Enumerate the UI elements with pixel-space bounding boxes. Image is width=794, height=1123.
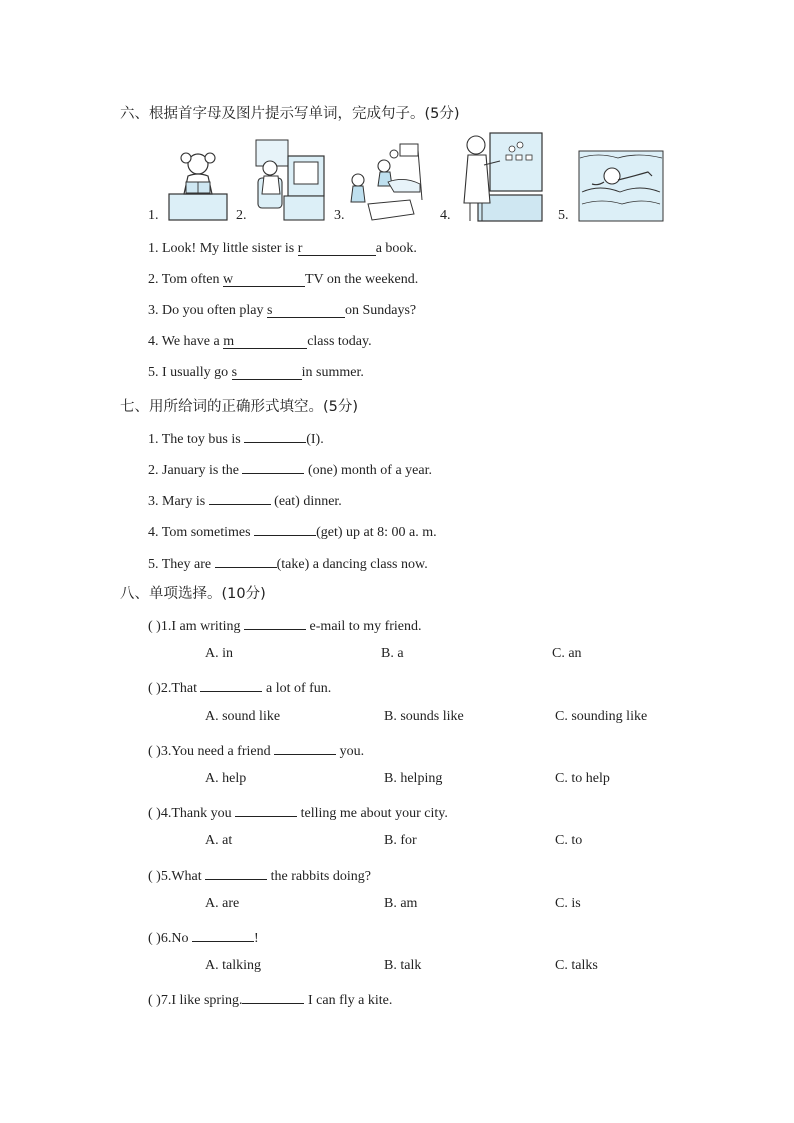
option-c[interactable]: C. to help (555, 771, 610, 786)
answer-blank[interactable] (244, 428, 306, 443)
pic-label-4: 4. (440, 208, 451, 223)
option-b[interactable]: B. talk (384, 958, 422, 973)
option-a[interactable]: A. talking (205, 958, 261, 973)
question-2: ( )2.That a lot of fun. (148, 677, 331, 697)
answer-blank (235, 802, 297, 817)
section6-title: 六、根据首字母及图片提示写单词，完成句子。(5分) (120, 106, 460, 122)
answer-paren[interactable]: ( ) (148, 681, 161, 696)
answer-blank[interactable]: r (298, 241, 376, 256)
option-c[interactable]: C. to (555, 833, 583, 848)
option-c[interactable]: C. is (555, 896, 581, 911)
answer-blank[interactable]: s (232, 365, 302, 380)
s7-item-4: 4. Tom sometimes (get) up at 8: 00 a. m. (148, 521, 437, 541)
answer-blank[interactable]: w (223, 272, 305, 287)
answer-blank[interactable]: m (223, 334, 307, 349)
girl-reading-picture (166, 146, 230, 222)
question-4: ( )4.Thank you telling me about your city. (148, 802, 448, 822)
option-c[interactable]: C. an (552, 646, 582, 661)
option-b[interactable]: B. am (384, 896, 418, 911)
answer-blank[interactable] (254, 521, 316, 536)
s7-item-2: 2. January is the (one) month of a year. (148, 459, 432, 479)
pic-label-5: 5. (558, 208, 569, 223)
option-b[interactable]: B. for (384, 833, 417, 848)
answer-blank (192, 927, 254, 942)
answer-paren[interactable]: ( ) (148, 744, 161, 759)
answer-blank (244, 615, 306, 630)
answer-blank (205, 865, 267, 880)
boy-swimming-picture (578, 150, 664, 222)
answer-blank (274, 740, 336, 755)
section7-title: 七、用所给词的正确形式填空。(5分) (120, 399, 359, 415)
s7-item-5: 5. They are (take) a dancing class now. (148, 553, 428, 573)
pic-label-2: 2. (236, 208, 247, 223)
pic-label-1: 1. (148, 208, 159, 223)
s6-sentence-4: 4. We have a m class today. (148, 334, 372, 349)
question-1: ( )1.I am writing e-mail to my friend. (148, 615, 422, 635)
s6-sentence-2: 2. Tom often w TV on the weekend. (148, 272, 419, 287)
teacher-at-blackboard-picture (460, 131, 544, 223)
s7-item-3: 3. Mary is (eat) dinner. (148, 490, 342, 510)
boy-watching-tv-picture (254, 138, 326, 222)
answer-blank (200, 677, 262, 692)
pic-label-3: 3. (334, 208, 345, 223)
s6-sentence-3: 3. Do you often play s on Sundays? (148, 303, 417, 318)
boys-playing-sports-picture (344, 140, 424, 224)
answer-paren[interactable]: ( ) (148, 869, 161, 884)
s7-item-1: 1. The toy bus is (I). (148, 428, 324, 448)
option-a[interactable]: A. sound like (205, 709, 281, 724)
option-a[interactable]: A. at (205, 833, 233, 848)
answer-blank[interactable] (209, 490, 271, 505)
option-a[interactable]: A. are (205, 896, 240, 911)
answer-blank[interactable]: s (267, 303, 345, 318)
answer-blank[interactable] (242, 459, 304, 474)
question-5: ( )5.What the rabbits doing? (148, 865, 371, 885)
option-b[interactable]: B. a (381, 646, 404, 661)
answer-blank[interactable] (215, 553, 277, 568)
answer-blank (242, 989, 304, 1004)
answer-paren[interactable]: ( ) (148, 993, 161, 1008)
answer-paren[interactable]: ( ) (148, 619, 161, 634)
option-b[interactable]: B. sounds like (384, 709, 464, 724)
option-c[interactable]: C. sounding like (555, 709, 648, 724)
answer-paren[interactable]: ( ) (148, 931, 161, 946)
s6-sentence-1: 1. Look! My little sister is r a book. (148, 241, 417, 256)
option-a[interactable]: A. help (205, 771, 247, 786)
question-3: ( )3.You need a friend you. (148, 740, 364, 760)
s6-sentence-5: 5. I usually go s in summer. (148, 365, 364, 380)
option-c[interactable]: C. talks (555, 958, 598, 973)
answer-paren[interactable]: ( ) (148, 806, 161, 821)
question-7: ( )7.I like spring. I can fly a kite. (148, 989, 392, 1009)
option-b[interactable]: B. helping (384, 771, 443, 786)
section8-title: 八、单项选择。(10分) (120, 586, 266, 602)
option-a[interactable]: A. in (205, 646, 233, 661)
question-6: ( )6.No ! (148, 927, 259, 947)
